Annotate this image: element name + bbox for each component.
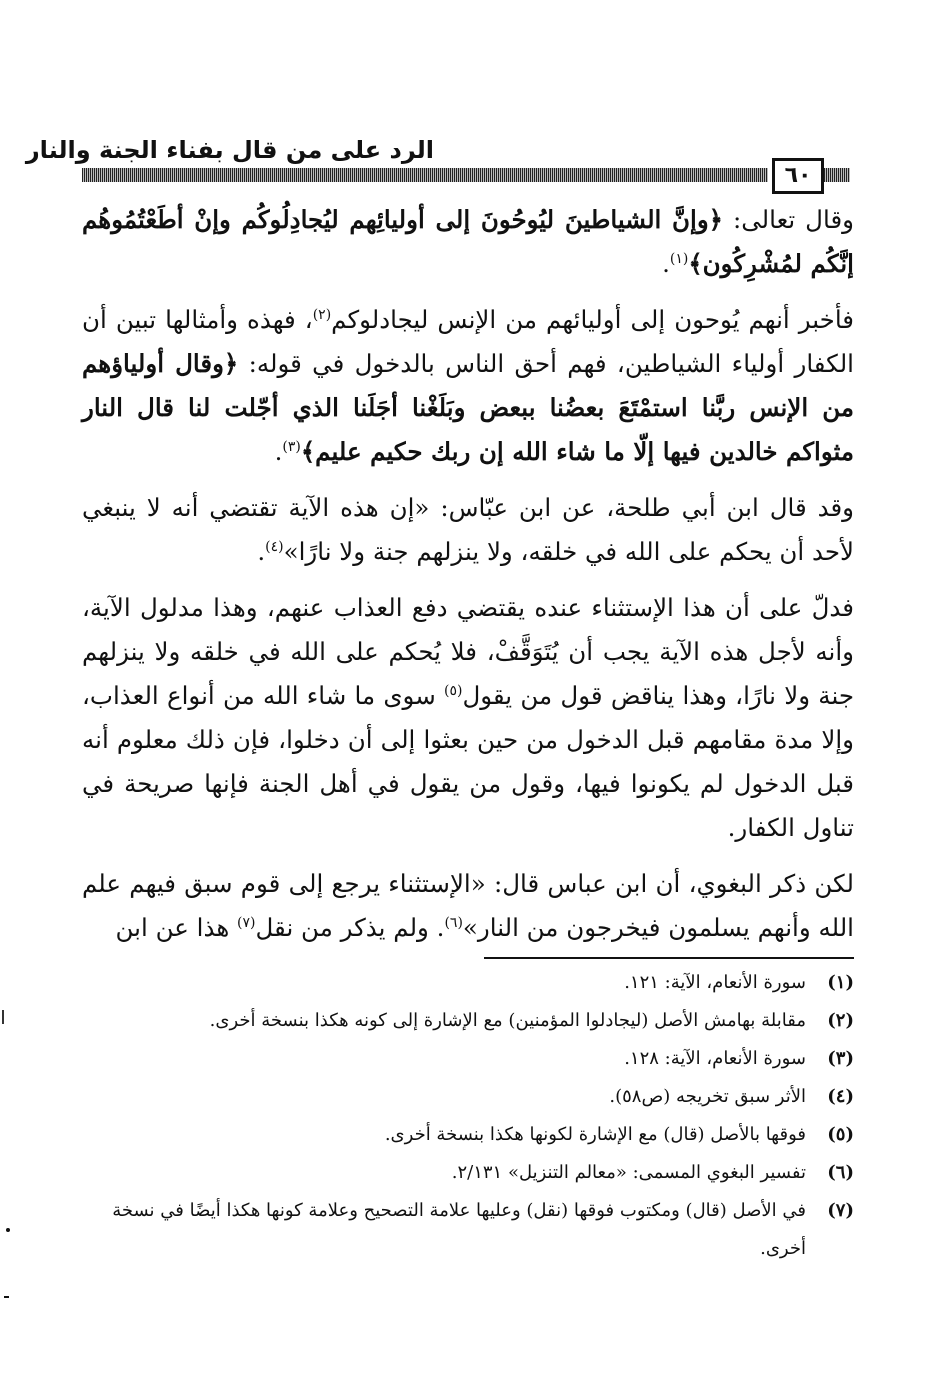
footnote-2 bbox=[100, 1002, 854, 1040]
footnote-ref: (١) bbox=[669, 250, 689, 267]
header-rule-right bbox=[824, 168, 850, 182]
footnote-number: (٥) bbox=[827, 1124, 854, 1145]
footnote-separator bbox=[484, 957, 854, 959]
footnote-text: في الأصل (قال) ومكتوب فوقها (نقل) وعليها علامة التصحيح وعلامة كونها هكذا أيضًا في نسخة أخرى. bbox=[112, 1200, 806, 1259]
paragraph-text: فدلّ على أن هذا الإستثناء عنده يقتضي دفع العذاب عنهم، وهذا مدلول الآية، وأنه لأجل هذه الآية يجب أن يُتَوَقَّفْ، فلا يُحكم على الله في خلقه ولا ينزلهم جنة ولا نارًا، وهذا يناقض قول من يقول bbox=[82, 593, 854, 710]
footnote-ref: (٣) bbox=[282, 438, 301, 455]
footnote-6 bbox=[100, 1154, 854, 1192]
footnote-number: (١) bbox=[827, 972, 854, 993]
paragraph-text: وقد قال ابن أبي طلحة، عن ابن عبّاس: «إن هذه الآية تقتضي أنه لا ينبغي لأحد أن يحكم على الله في خلقه، ولا ينزلهم جنة ولا نارًا» bbox=[82, 493, 854, 566]
header-rule bbox=[82, 168, 768, 182]
paragraph-5 bbox=[82, 862, 854, 950]
footnote-1 bbox=[100, 964, 854, 1002]
paragraph-text: . bbox=[662, 249, 670, 278]
paragraph-text: وقال تعالى: bbox=[723, 205, 854, 234]
quran-verse: ﴿وقال أولياؤهم من الإنس ربَّنا استمْتَعَ بعضُنا ببعض وبَلَغْنا أجَلَنا الذي أجّلت لنا قال النار مثواكم خالدين فيها إلّا ما شاء الله إن ربك حكيم عليم﴾ bbox=[82, 349, 854, 466]
footnotes bbox=[100, 964, 854, 1268]
page-number: ٦٠ bbox=[772, 158, 824, 194]
footnote-4 bbox=[100, 1078, 854, 1116]
footnote-number: (٣) bbox=[827, 1048, 854, 1069]
paragraph-text: سوى ما شاء الله من أنواع العذاب، وإلا مدة مقامهم قبل الدخول من حين بعثوا إلى أن دخلوا، فإن ذلك معلوم أنه قبل الدخول لم يكونوا فيها، وقول من يقول في أهل الجنة فإنها صريحة في تناول الكفار. bbox=[82, 681, 854, 842]
scan-mark bbox=[6, 1228, 10, 1232]
paragraph-text: . bbox=[274, 437, 283, 466]
paragraph-text: فأخبر أنهم يُوحون إلى أوليائهم من الإنس ليجادلوكم bbox=[331, 305, 855, 334]
footnote-number: (٢) bbox=[827, 1010, 854, 1031]
paragraph-text: هذا عن ابن bbox=[115, 913, 238, 942]
paragraph-text: . ولم يذكر من نقل bbox=[255, 913, 445, 942]
scan-mark bbox=[4, 1296, 9, 1298]
paragraph-4 bbox=[82, 586, 854, 850]
footnote-text: الأثر سبق تخريجه (ص٥٨). bbox=[609, 1086, 806, 1107]
scan-mark bbox=[2, 1010, 4, 1024]
footnote-3 bbox=[100, 1040, 854, 1078]
footnote-number: (٧) bbox=[827, 1200, 854, 1221]
footnote-number: (٦) bbox=[827, 1162, 854, 1183]
paragraph-text: ، فهذه وأمثالها تبين أن الكفار أولياء الشياطين، فهم أحق الناس بالدخول في قوله: bbox=[82, 305, 854, 378]
footnote-text: مقابلة بهامش الأصل (ليجادلوا المؤمنين) مع الإشارة إلى كونه هكذا بنسخة أخرى. bbox=[209, 1010, 806, 1031]
paragraph-2 bbox=[82, 298, 854, 474]
paragraph-3 bbox=[82, 486, 854, 574]
footnote-text: سورة الأنعام، الآية: ١٢٨. bbox=[624, 1048, 806, 1069]
paragraph-1 bbox=[82, 198, 854, 286]
footnote-ref: (٢) bbox=[312, 306, 332, 323]
main-text bbox=[82, 198, 854, 962]
footnote-text: سورة الأنعام، الآية: ١٢١. bbox=[624, 972, 806, 993]
footnote-5 bbox=[100, 1116, 854, 1154]
footnote-ref: (٧) bbox=[237, 914, 256, 931]
footnote-ref: (٦) bbox=[444, 914, 463, 931]
footnote-number: (٤) bbox=[827, 1086, 854, 1107]
footnote-ref: (٥) bbox=[443, 682, 463, 699]
footnote-text: تفسير البغوي المسمى: «معالم التنزيل» ٢/١٣١. bbox=[451, 1162, 806, 1183]
paragraph-text: . bbox=[257, 537, 266, 566]
footnote-text: فوقها بالأصل (قال) مع الإشارة لكونها هكذا بنسخة أخرى. bbox=[384, 1124, 806, 1145]
paragraph-text: لكن ذكر البغوي، أن ابن عباس قال: «الإستثناء يرجع إلى قوم سبق فيهم علم الله وأنهم يسلمون فيخرجون من النار» bbox=[82, 869, 854, 942]
footnote-7 bbox=[100, 1192, 854, 1268]
running-header-title: الرد على من قال بفناء الجنة والنار bbox=[25, 136, 434, 164]
quran-verse: ﴿وإنَّ الشياطينَ ليُوحُونَ إلى أوليائِهم ليُجادِلُوكُم وإنْ أطَعْتُمُوهُم إنَّكُم لمُشْرِكُون﴾ bbox=[82, 205, 854, 278]
footnote-ref: (٤) bbox=[265, 538, 284, 555]
